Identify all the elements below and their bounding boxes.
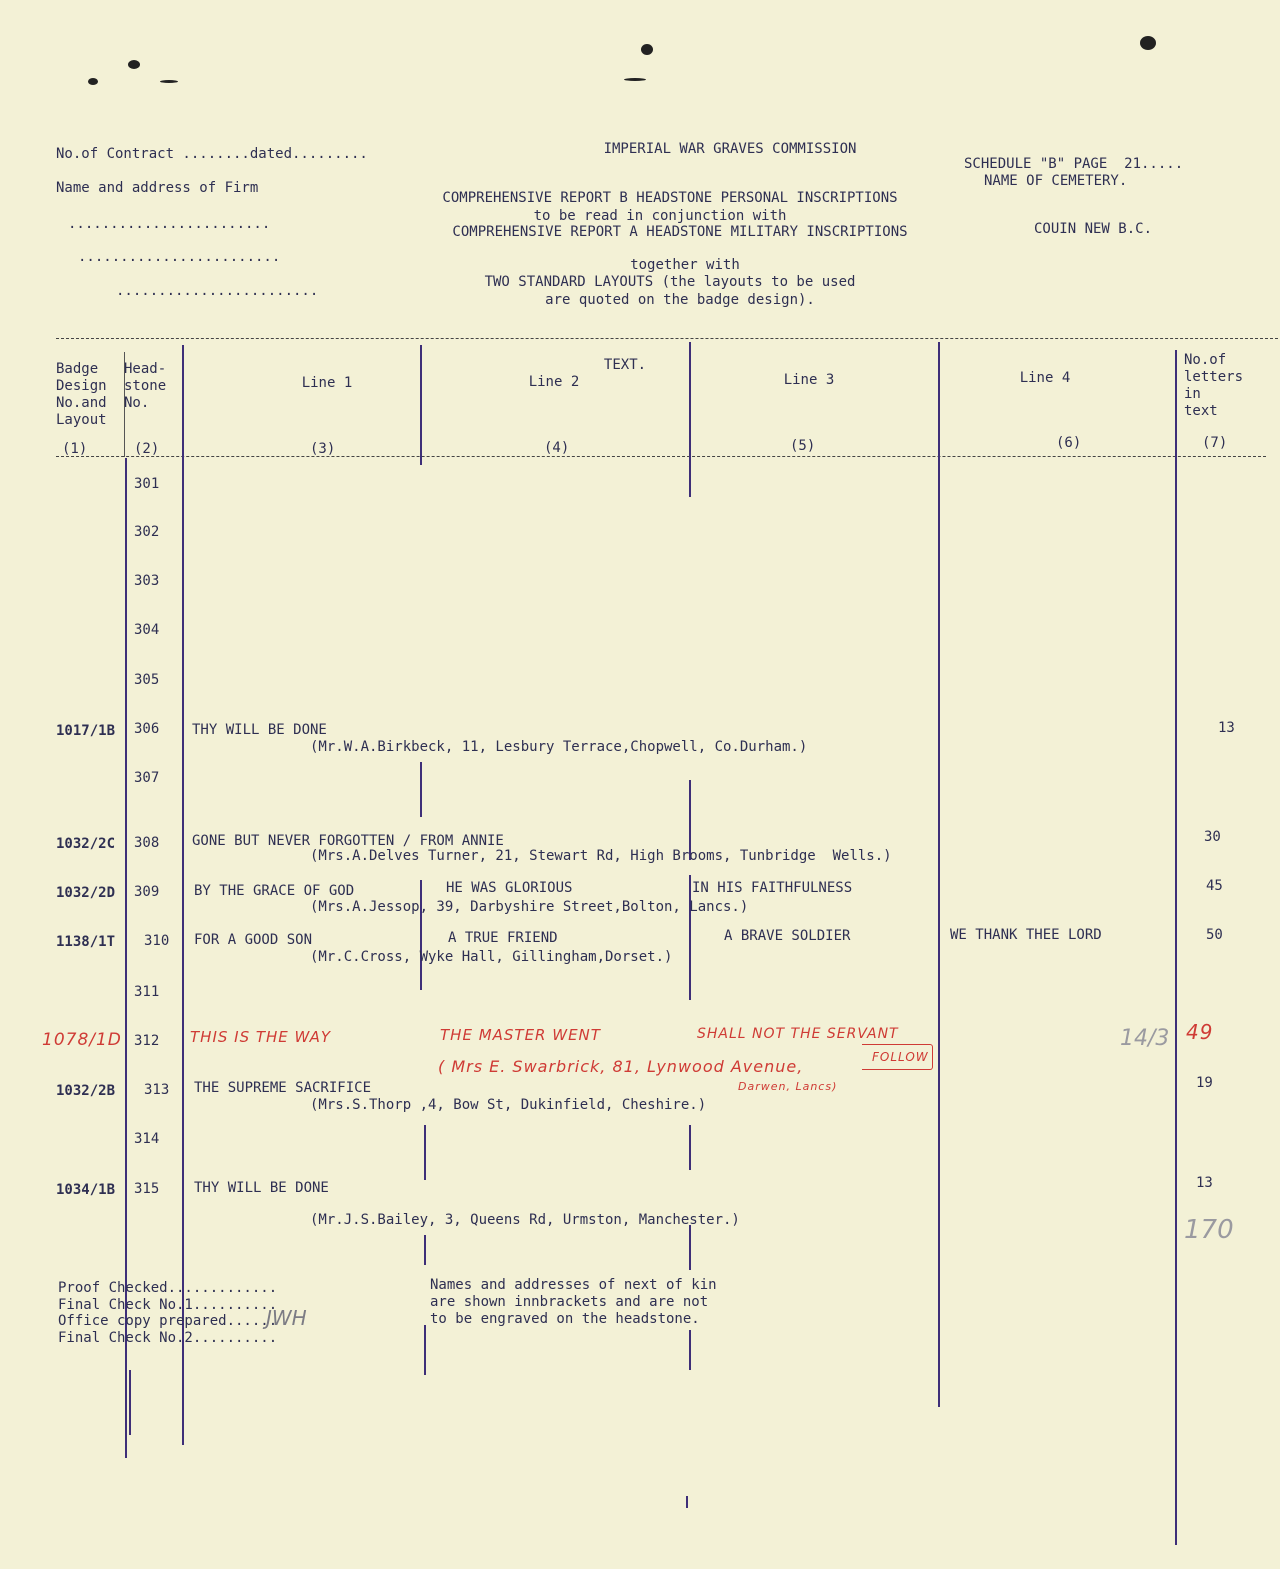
column-divider xyxy=(689,1225,691,1270)
headstone-number: 315 xyxy=(134,1181,160,1197)
column-header-line1: Line 1 xyxy=(301,375,353,391)
contract-line: No.of Contract ........dated......... xyxy=(56,146,368,162)
headstone-number: 312 xyxy=(134,1033,160,1049)
firm-dotted-line: ........................ xyxy=(116,283,319,299)
inscription-line1: GONE BUT NEVER FORGOTTEN / FROM ANNIE xyxy=(192,833,504,849)
inscription-line4: WE THANK THEE LORD xyxy=(950,927,1102,943)
inscription-line1: THY WILL BE DONE xyxy=(192,722,327,738)
headstone-number: 301 xyxy=(134,476,160,492)
column-divider xyxy=(689,342,691,497)
column-header-line4: Line 4 xyxy=(1019,370,1071,386)
check-line: Final Check No.2.......... xyxy=(58,1330,278,1346)
next-of-kin: (Mr.C.Cross, Wyke Hall, Gillingham,Dorset.) xyxy=(310,949,673,965)
headstone-number: 313 xyxy=(144,1082,170,1098)
headstone-number: 310 xyxy=(144,933,170,949)
ink-speck xyxy=(624,78,646,81)
next-of-kin: (Mrs.A.Delves Turner, 21, Stewart Rd, High Brooms, Tunbridge Wells.) xyxy=(310,848,892,864)
next-of-kin: (Mr.J.S.Bailey, 3, Queens Rd, Urmston, Manchester.) xyxy=(310,1212,740,1228)
column-divider xyxy=(420,880,422,990)
column-divider xyxy=(689,875,691,1000)
letter-count-handwritten: 49 xyxy=(1186,1020,1214,1044)
column-number: (3) xyxy=(310,441,336,457)
initials: JWH xyxy=(266,1306,307,1330)
quoted-text: are quoted on the badge design). xyxy=(545,292,815,308)
headstone-number: 303 xyxy=(134,573,160,589)
inscription-line3: A BRAVE SOLDIER xyxy=(724,928,851,944)
inscription-line3-handwritten: SHALL NOT THE SERVANT xyxy=(697,1026,899,1042)
check-line: Office copy prepared...... xyxy=(58,1313,278,1329)
headstone-number: 306 xyxy=(134,721,160,737)
column-header-letters: No.of letters in text xyxy=(1184,352,1244,419)
firm-dotted-line: ........................ xyxy=(78,249,281,265)
badge-design: 1032/2B xyxy=(56,1083,116,1099)
column-divider xyxy=(689,1330,691,1370)
firm-label: Name and address of Firm xyxy=(56,180,259,196)
headstone-number: 308 xyxy=(134,835,160,851)
letter-count: 13 xyxy=(1196,1175,1213,1191)
inscription-line3: IN HIS FAITHFULNESS xyxy=(692,880,853,896)
inscription-line1: FOR A GOOD SON xyxy=(194,932,313,948)
badge-design-handwritten: 1078/1D xyxy=(42,1030,122,1050)
column-number: (7) xyxy=(1202,435,1228,451)
column-divider xyxy=(424,1325,426,1375)
margin-stroke xyxy=(686,1496,688,1508)
badge-design: 1032/2D xyxy=(56,885,116,901)
headstone-number: 307 xyxy=(134,770,160,786)
ink-speck xyxy=(88,78,98,85)
column-divider xyxy=(424,1235,426,1265)
next-of-kin: (Mrs.A.Jessop, 39, Darbyshire Street,Bolton, Lancs.) xyxy=(310,899,749,915)
headstone-number: 309 xyxy=(134,884,160,900)
inscription-line1-handwritten: THIS IS THE WAY xyxy=(190,1028,332,1046)
letter-count: 45 xyxy=(1206,878,1223,894)
letter-total: 170 xyxy=(1184,1215,1234,1245)
cemetery-name: COUIN NEW B.C. xyxy=(1034,221,1153,237)
check-line: Proof Checked............. xyxy=(58,1280,278,1296)
column-divider xyxy=(420,345,422,465)
pencil-note: 14/3 xyxy=(1120,1026,1170,1051)
column-header-headstone: Head- stone No. xyxy=(124,361,167,411)
letter-count: 30 xyxy=(1204,829,1221,845)
column-divider xyxy=(938,342,940,1407)
text-group-header: TEXT. xyxy=(603,357,647,373)
letter-count: 50 xyxy=(1206,927,1223,943)
inscription-line1: THE SUPREME SACRIFICE xyxy=(194,1080,372,1096)
letter-count: 13 xyxy=(1218,720,1235,736)
table-top-rule xyxy=(56,338,1278,339)
ink-speck xyxy=(128,60,140,69)
inscription-line2: HE WAS GLORIOUS xyxy=(446,880,573,896)
next-of-kin-handwritten: ( Mrs E. Swarbrick, 81, Lynwood Avenue, xyxy=(438,1057,804,1076)
headstone-number: 314 xyxy=(134,1131,160,1147)
column-header-line3: Line 3 xyxy=(783,372,835,388)
column-number: (6) xyxy=(1056,435,1082,451)
badge-design: 1017/1B xyxy=(56,723,116,739)
inscription-line3b-handwritten: FOLLOW xyxy=(872,1050,929,1064)
column-divider xyxy=(424,1125,426,1180)
inscription-line2-handwritten: THE MASTER WENT xyxy=(440,1026,601,1044)
next-of-kin: (Mrs.S.Thorp ,4, Bow St, Dukinfield, Cheshire.) xyxy=(310,1097,707,1113)
column-divider xyxy=(1175,350,1177,1545)
kin-note: Names and addresses of next of kin are shown innbrackets and are not to be engraved on the headstone. xyxy=(430,1277,717,1327)
next-of-kin-handwritten: Darwen, Lancs) xyxy=(738,1080,838,1093)
badge-design: 1034/1B xyxy=(56,1182,116,1198)
inscription-line1: BY THE GRACE OF GOD xyxy=(194,883,355,899)
letter-count: 19 xyxy=(1196,1075,1213,1091)
check-line: Final Check No.1.......... xyxy=(58,1297,278,1313)
inscription-line2: A TRUE FRIEND xyxy=(448,930,558,946)
inscription-line1: THY WILL BE DONE xyxy=(194,1180,329,1196)
column-number: (5) xyxy=(790,438,816,454)
column-number: (4) xyxy=(544,440,570,456)
layouts-text: TWO STANDARD LAYOUTS (the layouts to be used xyxy=(484,274,856,290)
firm-dotted-line: ........................ xyxy=(68,216,271,232)
margin-stroke xyxy=(129,1370,131,1435)
report-a-title: COMPREHENSIVE REPORT A HEADSTONE MILITARY INSCRIPTIONS xyxy=(452,224,908,240)
cemetery-label: NAME OF CEMETERY. xyxy=(984,173,1128,189)
schedule-page: SCHEDULE "B" PAGE 21..... xyxy=(964,156,1184,172)
next-of-kin: (Mr.W.A.Birkbeck, 11, Lesbury Terrace,Chopwell, Co.Durham.) xyxy=(310,739,808,755)
headstone-number: 305 xyxy=(134,672,160,688)
column-divider xyxy=(689,1125,691,1170)
report-b-title: COMPREHENSIVE REPORT B HEADSTONE PERSONAL INSCRIPTIONS xyxy=(442,190,898,206)
conjunction-text: to be read in conjunction with xyxy=(533,208,787,224)
column-header-line2: Line 2 xyxy=(528,374,580,390)
column-header-badge: Badge Design No.and Layout xyxy=(56,361,107,428)
ink-speck xyxy=(641,44,653,55)
column-number: (2) xyxy=(134,441,160,457)
badge-design: 1032/2C xyxy=(56,836,116,852)
badge-design: 1138/1T xyxy=(56,934,116,950)
ink-speck xyxy=(160,80,178,83)
column-number: (1) xyxy=(62,441,88,457)
headstone-number: 311 xyxy=(134,984,160,1000)
commission-title: IMPERIAL WAR GRAVES COMMISSION xyxy=(603,141,857,157)
ink-speck xyxy=(1140,36,1156,50)
headstone-number: 304 xyxy=(134,622,160,638)
headstone-number: 302 xyxy=(134,524,160,540)
together-text: together with xyxy=(630,257,740,273)
table-header-rule xyxy=(56,456,1266,457)
column-divider xyxy=(420,762,422,817)
